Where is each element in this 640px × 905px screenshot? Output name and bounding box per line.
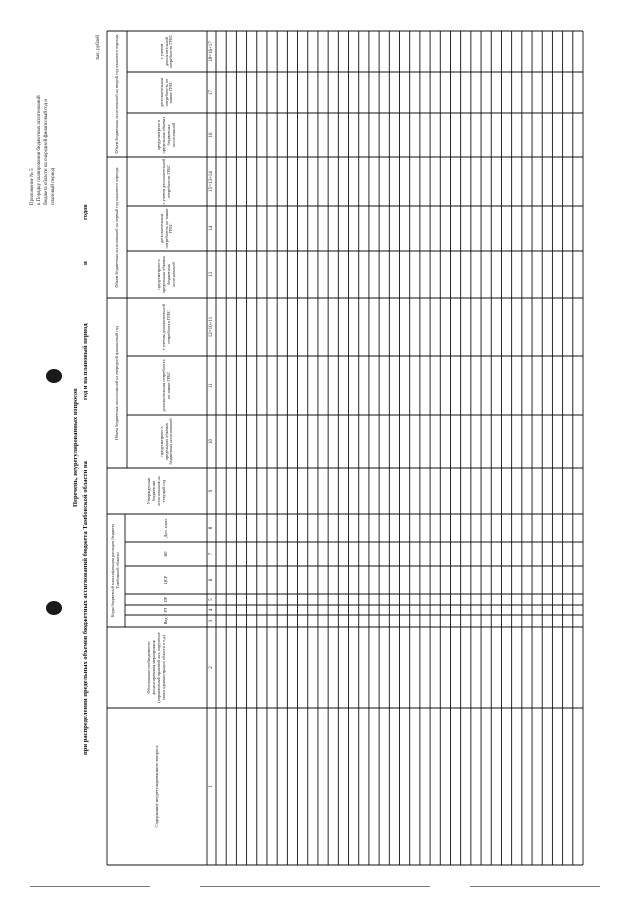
header-pr: ПР xyxy=(162,596,168,603)
column-number-9: 9 xyxy=(208,489,214,493)
annex-line-1: Приложение № 5 xyxy=(30,168,35,205)
header-c14-additional: дополнительная потребность по заявке ГРБС xyxy=(158,208,174,249)
scan-edge-line xyxy=(200,886,430,887)
column-number-3: 3 xyxy=(208,619,214,623)
document-title: Перечень, неурегулированных вопросов xyxy=(72,388,79,507)
header-ved: Вед xyxy=(162,617,168,625)
header-c11-additional: дополнительная потребность по заявке ГРБС xyxy=(161,359,171,412)
header-c10-planned: предусмотрено в предельных объемах бюджетных ассигнований xyxy=(158,418,174,465)
column-number-14: 14 xyxy=(208,226,214,231)
column-number-18: 18=16+17 xyxy=(208,41,214,62)
annex-line-2: к Порядку планирования бюджетных ассигнований xyxy=(37,95,42,205)
title-part-1: при распределении предельных объемов бюджетных ассигнований бюджета Тамбовской области на xyxy=(82,461,89,755)
header-rz: РЗ xyxy=(162,607,168,613)
header-c13-planned: предусмотрено в предельных объемах бюджетных ассигнований xyxy=(156,255,176,294)
header-c18-total: с учетом дополнительной потребности ГРБС xyxy=(158,34,174,69)
header-csr: ЦСР xyxy=(162,575,168,585)
header-c17-additional: дополнительная потребность по заявке ГРБС xyxy=(158,78,174,107)
header-justification: Обоснование необходимости финансирования мероприятия (нормативный правовой акт, поручение главы администрации области и т.д.) xyxy=(146,632,166,703)
column-number-13: 13 xyxy=(208,272,214,277)
column-number-5: 5 xyxy=(208,598,214,601)
header-codes-group: Коды бюджетной классификации расходов бюджета Тамбовской области xyxy=(110,524,120,617)
title-part-2: год и на плановый период xyxy=(82,323,89,400)
column-number-6: 6 xyxy=(208,578,214,582)
scan-edge-line xyxy=(470,886,600,887)
header-c12-total: с учетом дополнительной потребности ГРБС xyxy=(161,304,171,350)
header-group-next-year: Объем бюджетных ассигнований на очередной финансовый год xyxy=(113,326,119,440)
header-group-plan-year-2: Объем бюджетных ассигнований на второй год планового периода xyxy=(113,34,119,154)
scan-edge-line xyxy=(30,886,150,887)
column-number-12: 12=10+11 xyxy=(208,316,214,338)
column-number-2: 2 xyxy=(208,666,214,669)
header-dop-class: Доп. класс xyxy=(162,518,168,538)
title-part-4: годов xyxy=(82,204,89,220)
annex-line-4: плановый период xyxy=(51,167,56,205)
column-number-1: 1 xyxy=(208,785,214,788)
column-number-15: 15=13+14 xyxy=(208,171,214,192)
column-number-10: 10 xyxy=(208,439,214,444)
header-vr: ВР xyxy=(162,551,168,557)
title-part-3: и xyxy=(82,261,89,265)
annex-line-3: бюджета области на очередной финансовый год и xyxy=(44,98,49,205)
header-c16-planned: предусмотрено в предельных объемах бюджетных ассигнований xyxy=(156,116,176,154)
column-number-16: 16 xyxy=(208,132,214,138)
header-issue-content: Содержание неурегулированного вопроса xyxy=(154,745,160,828)
column-number-7: 7 xyxy=(208,552,214,556)
column-number-11: 11 xyxy=(208,383,214,388)
column-number-4: 4 xyxy=(208,608,214,612)
header-approved-current-year: Утвержденные бюджетные ассигнования на текущий год xyxy=(146,476,166,506)
header-c15-total: с учетом дополнительной потребности ГРБС xyxy=(161,158,171,205)
column-number-8: 8 xyxy=(208,526,214,530)
units-label: тыс. рублей xyxy=(96,35,101,60)
column-number-17: 17 xyxy=(208,90,214,95)
header-group-plan-year-1: Объем бюджетных ассигнований на первый год планового периода xyxy=(113,167,119,288)
